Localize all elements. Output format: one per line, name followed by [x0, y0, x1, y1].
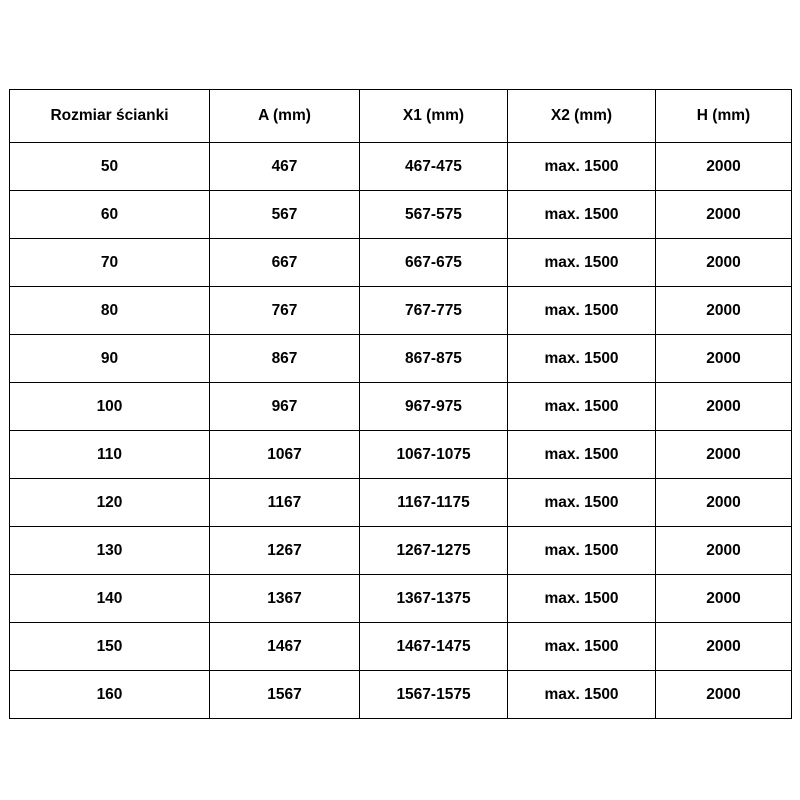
cell-a: 1267: [210, 527, 360, 575]
cell-size: 110: [10, 431, 210, 479]
cell-x1: 1367-1375: [360, 575, 508, 623]
table-row: [10, 575, 792, 623]
cell-size: 160: [10, 671, 210, 719]
table-row: [10, 191, 792, 239]
cell-h: 2000: [656, 527, 792, 575]
cell-x2: max. 1500: [508, 287, 656, 335]
cell-h: 2000: [656, 143, 792, 191]
cell-size: 70: [10, 239, 210, 287]
cell-h: 2000: [656, 431, 792, 479]
cell-h: 2000: [656, 479, 792, 527]
cell-h: 2000: [656, 575, 792, 623]
cell-a: 567: [210, 191, 360, 239]
cell-a: 467: [210, 143, 360, 191]
cell-x2: max. 1500: [508, 239, 656, 287]
table-row: [10, 671, 792, 719]
cell-h: 2000: [656, 671, 792, 719]
cell-a: 1067: [210, 431, 360, 479]
cell-a: 1467: [210, 623, 360, 671]
column-header-x2: X2 (mm): [508, 90, 656, 143]
cell-x1: 1067-1075: [360, 431, 508, 479]
cell-h: 2000: [656, 191, 792, 239]
cell-x1: 467-475: [360, 143, 508, 191]
cell-x2: max. 1500: [508, 479, 656, 527]
table-row: [10, 479, 792, 527]
cell-x1: 667-675: [360, 239, 508, 287]
cell-x1: 967-975: [360, 383, 508, 431]
cell-a: 967: [210, 383, 360, 431]
cell-size: 100: [10, 383, 210, 431]
cell-x1: 767-775: [360, 287, 508, 335]
dimensions-table: [9, 89, 792, 719]
table-row: [10, 287, 792, 335]
cell-x2: max. 1500: [508, 383, 656, 431]
cell-a: 667: [210, 239, 360, 287]
column-header-x1: X1 (mm): [360, 90, 508, 143]
cell-h: 2000: [656, 335, 792, 383]
cell-x2: max. 1500: [508, 671, 656, 719]
cell-a: 1167: [210, 479, 360, 527]
cell-size: 150: [10, 623, 210, 671]
cell-h: 2000: [656, 287, 792, 335]
cell-x2: max. 1500: [508, 335, 656, 383]
table-header-row: [10, 90, 792, 143]
cell-size: 130: [10, 527, 210, 575]
cell-a: 867: [210, 335, 360, 383]
table-header: [10, 90, 792, 143]
cell-a: 1367: [210, 575, 360, 623]
cell-h: 2000: [656, 239, 792, 287]
table-row: [10, 239, 792, 287]
cell-x1: 1267-1275: [360, 527, 508, 575]
cell-size: 90: [10, 335, 210, 383]
table-body: [10, 143, 792, 719]
cell-x2: max. 1500: [508, 191, 656, 239]
cell-x2: max. 1500: [508, 431, 656, 479]
table-row: [10, 623, 792, 671]
table-row: [10, 335, 792, 383]
cell-h: 2000: [656, 383, 792, 431]
cell-x1: 867-875: [360, 335, 508, 383]
column-header-size: Rozmiar ścianki: [10, 90, 210, 143]
cell-x2: max. 1500: [508, 527, 656, 575]
cell-x2: max. 1500: [508, 143, 656, 191]
cell-size: 50: [10, 143, 210, 191]
cell-x1: 567-575: [360, 191, 508, 239]
table-row: [10, 527, 792, 575]
cell-x1: 1567-1575: [360, 671, 508, 719]
column-header-a: A (mm): [210, 90, 360, 143]
column-header-h: H (mm): [656, 90, 792, 143]
table-row: [10, 431, 792, 479]
table-row: [10, 383, 792, 431]
cell-h: 2000: [656, 623, 792, 671]
cell-x2: max. 1500: [508, 575, 656, 623]
cell-size: 60: [10, 191, 210, 239]
cell-size: 80: [10, 287, 210, 335]
spec-table-container: [9, 89, 791, 719]
cell-x1: 1167-1175: [360, 479, 508, 527]
cell-a: 767: [210, 287, 360, 335]
cell-size: 120: [10, 479, 210, 527]
table-row: [10, 143, 792, 191]
cell-x2: max. 1500: [508, 623, 656, 671]
cell-a: 1567: [210, 671, 360, 719]
cell-size: 140: [10, 575, 210, 623]
cell-x1: 1467-1475: [360, 623, 508, 671]
